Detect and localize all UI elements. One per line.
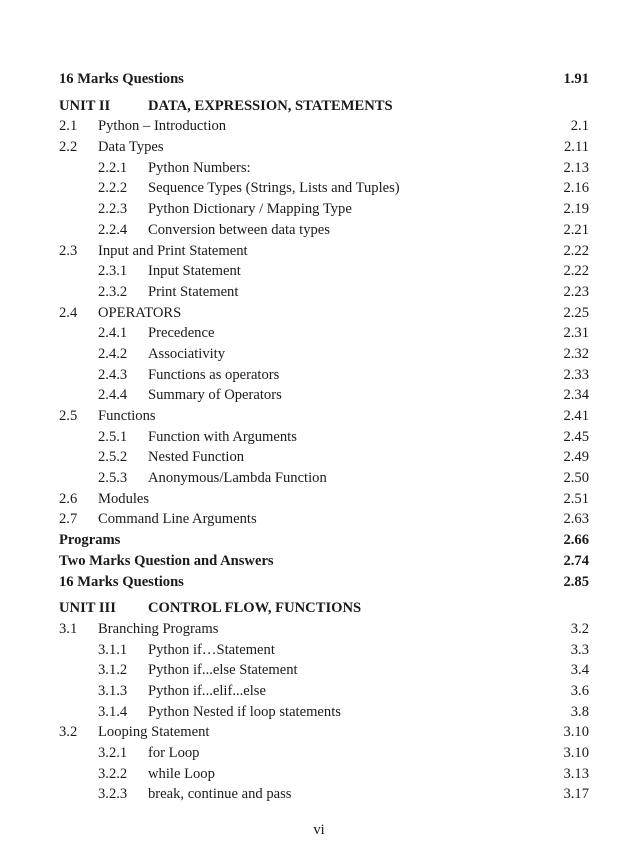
toc-entry-number: 2.5.3 [98, 470, 128, 487]
toc-entry-number: 3.2.1 [98, 745, 128, 761]
toc-entry-page: 2.19 [563, 201, 589, 218]
toc-entry-title: Two Marks Question and Answers [59, 552, 274, 569]
toc-entry-page: 2.50 [563, 470, 589, 487]
toc-entry-number: UNIT III [59, 600, 116, 617]
toc-entry [59, 116, 589, 137]
toc-entry [59, 178, 589, 199]
toc-entry-number: 2.5.1 [98, 428, 128, 445]
toc-entry-title: Conversion between data types [148, 221, 330, 238]
toc-entry-page: 2.66 [563, 532, 589, 549]
toc-entry-title: Functions as operators [148, 366, 280, 383]
toc-entry-page: 2.22 [563, 242, 589, 259]
toc-entry-number: 2.2.3 [98, 201, 128, 218]
table-of-contents [59, 69, 589, 805]
toc-entry-number: 2.3 [59, 242, 78, 259]
toc-entry-page: 2.22 [563, 263, 589, 280]
toc-entry [59, 509, 589, 530]
toc-entry-title: Looping Statement [98, 724, 210, 741]
toc-entry [59, 468, 589, 489]
toc-entry-title: Sequence Types (Strings, Lists and Tuples) [148, 180, 400, 197]
toc-entry [59, 660, 589, 681]
toc-entry-title: Python Dictionary / Mapping Type [148, 201, 352, 218]
toc-entry-number: 2.2.2 [98, 180, 128, 197]
toc-section-heading [59, 572, 589, 593]
toc-entry-page: 2.34 [563, 387, 589, 404]
toc-entry-number: 2.3.1 [98, 263, 128, 280]
toc-entry-title: 16 Marks Questions [59, 71, 184, 87]
toc-unit-heading [59, 96, 589, 117]
toc-entry-number: 2.4.2 [98, 345, 128, 362]
toc-entry-page: 2.33 [563, 366, 589, 383]
toc-entry-page: 3.10 [563, 724, 589, 741]
toc-entry-number: 2.2.1 [98, 159, 128, 176]
toc-entry-number: 3.1.1 [98, 641, 128, 658]
toc-entry-page: 2.49 [563, 449, 589, 466]
toc-entry-title: Input Statement [148, 263, 241, 280]
toc-entry-page: 3.6 [570, 682, 589, 699]
toc-section-heading [59, 530, 589, 551]
toc-entry-number: UNIT II [59, 97, 111, 114]
toc-entry [59, 220, 589, 241]
toc-entry-page: 2.32 [563, 345, 589, 362]
toc-entry [59, 282, 589, 303]
toc-entry-title: Data Types [98, 139, 164, 156]
toc-entry-title: Anonymous/Lambda Function [148, 470, 327, 487]
toc-entry-number: 2.2 [59, 139, 78, 156]
toc-entry [59, 241, 589, 262]
toc-entry [59, 743, 589, 764]
toc-entry-page: 3.13 [563, 765, 589, 782]
toc-entry-page: 2.51 [563, 490, 589, 507]
toc-entry-page: 3.3 [570, 641, 589, 658]
toc-entry-page: 2.23 [563, 283, 589, 300]
toc-entry [59, 427, 589, 448]
toc-entry-title: 16 Marks Questions [59, 573, 184, 590]
toc-entry [59, 344, 589, 365]
toc-entry-title: Python – Introduction [98, 118, 227, 135]
toc-entry-title: Function with Arguments [148, 428, 297, 445]
toc-entry [59, 489, 589, 510]
toc-entry-page: 2.1 [570, 118, 589, 135]
toc-entry-title: CONTROL FLOW, FUNCTIONS [148, 600, 362, 617]
toc-entry-number: 2.7 [59, 511, 78, 528]
toc-entry-page: 2.63 [563, 511, 589, 528]
toc-entry-page: 2.74 [563, 552, 589, 569]
toc-entry-number: 2.3.2 [98, 283, 128, 300]
toc-entry-page: 2.13 [563, 159, 589, 176]
toc-entry [59, 158, 589, 179]
toc-entry-title: Python Numbers: [148, 159, 251, 176]
toc-entry-number: 3.1 [59, 620, 78, 637]
toc-entry-title: Associativity [148, 345, 226, 362]
toc-entry-page: 3.4 [570, 662, 589, 679]
toc-entry-page: 2.45 [563, 428, 589, 445]
toc-entry-number: 2.5 [59, 408, 78, 424]
toc-entry-title: Precedence [148, 325, 215, 342]
toc-entry-number: 3.1.2 [98, 662, 128, 679]
toc-entry-number: 3.1.3 [98, 682, 128, 699]
toc-entry-number: 3.1.4 [98, 703, 128, 720]
toc-entry-title: Command Line Arguments [98, 511, 257, 528]
toc-entry-title: Nested Function [148, 449, 245, 466]
toc-entry-number: 2.4 [59, 304, 78, 321]
toc-entry-number: 2.2.4 [98, 221, 128, 238]
toc-entry-number: 3.2 [59, 724, 78, 741]
toc-entry-page: 2.11 [564, 139, 589, 156]
toc-entry-page: 2.25 [563, 304, 589, 321]
toc-entry-number: 2.4.4 [98, 387, 128, 404]
toc-entry [59, 722, 589, 743]
toc-entry-page: 2.21 [563, 221, 589, 238]
toc-entry-title: Modules [98, 490, 150, 507]
toc-entry-page: 3.2 [570, 620, 589, 637]
toc-entry [59, 323, 589, 344]
toc-entry-number: 2.1 [59, 118, 78, 135]
toc-entry [59, 702, 589, 723]
toc-entry-title: break, continue and pass [148, 786, 292, 803]
toc-entry-title: Summary of Operators [148, 387, 282, 404]
toc-entry-title: Functions [98, 408, 156, 424]
toc-entry [59, 137, 589, 158]
toc-entry-title: Input and Print Statement [98, 242, 248, 259]
toc-entry [59, 784, 589, 805]
toc-entry-title: Python if...else Statement [148, 662, 298, 679]
toc-entry-number: 2.5.2 [98, 449, 128, 466]
toc-entry-number: 3.2.3 [98, 786, 128, 803]
toc-entry-page: 3.17 [563, 786, 589, 803]
toc-unit-heading [59, 598, 589, 619]
toc-entry [59, 681, 589, 702]
toc-entry-page: 2.85 [563, 573, 589, 590]
toc-entry-number: 2.4.3 [98, 366, 128, 383]
toc-entry-page: 1.91 [563, 71, 589, 87]
toc-entry-page: 2.41 [563, 408, 589, 424]
toc-entry-title: Programs [59, 532, 121, 549]
toc-entry-title: Python Nested if loop statements [148, 703, 341, 720]
toc-entry [59, 640, 589, 661]
toc-entry-number: 2.4.1 [98, 325, 128, 342]
toc-entry [59, 764, 589, 785]
toc-entry-title: Python if…Statement [148, 641, 275, 658]
toc-entry-title: OPERATORS [98, 304, 182, 321]
toc-section-heading [59, 69, 589, 90]
toc-entry-title: for Loop [148, 745, 200, 761]
toc-entry [59, 261, 589, 282]
toc-entry [59, 303, 589, 324]
toc-entry-page: 3.8 [570, 703, 589, 720]
toc-entry-page: 2.16 [563, 180, 589, 197]
toc-entry [59, 365, 589, 386]
toc-entry [59, 385, 589, 406]
toc-entry [59, 199, 589, 220]
toc-entry-title: DATA, EXPRESSION, STATEMENTS [148, 97, 393, 114]
page-number: vi [313, 822, 325, 838]
toc-entry-number: 3.2.2 [98, 765, 128, 782]
toc-entry-title: Branching Programs [98, 620, 219, 637]
toc-entry-page: 3.10 [563, 745, 589, 761]
toc-entry-title: Python if...elif...else [148, 682, 266, 699]
toc-entry [59, 619, 589, 640]
toc-entry [59, 406, 589, 427]
toc-entry-page: 2.31 [563, 325, 589, 342]
toc-entry-number: 2.6 [59, 490, 78, 507]
toc-entry [59, 447, 589, 468]
toc-section-heading [59, 551, 589, 572]
toc-entry-title: while Loop [148, 765, 215, 782]
toc-entry-title: Print Statement [148, 283, 239, 300]
